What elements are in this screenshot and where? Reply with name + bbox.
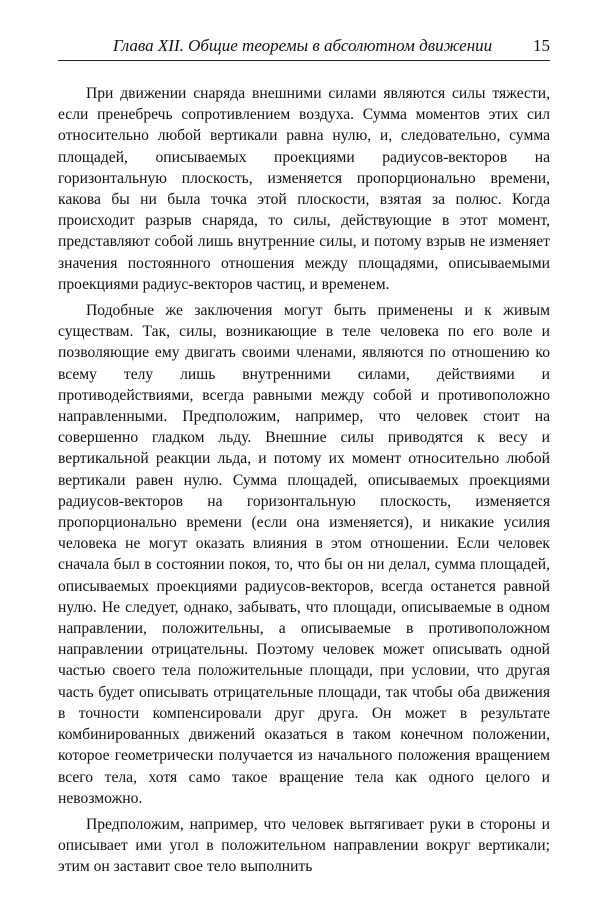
body-text: [58, 83, 550, 878]
running-head: [58, 36, 550, 61]
chapter-title: Глава XII. Общие теоремы в абсолютном движении: [113, 36, 493, 55]
paragraph-3: Предположим, например, что человек вытягивает руки в стороны и описывает ими угол в положительном направлении вокруг вертикали; этим он заставит свое тело выполнить: [58, 815, 550, 876]
paragraph-2: Подобные же заключения могут быть применены и к живым существам. Так, силы, возникающие в теле человека по его воле и позволяющие ему двигать своими членами, являются по отношению ко всему телу лишь внутренними силами, действиями и противодействиями, всегда равными между собой и противоположно направленными. Предположим, например, что человек стоит на совершенно гладком льду. Внешние силы приводятся к весу и вертикальной реакции льда, и потому их момент относительно любой вертикали равен нулю. Сумма площадей, описываемых проекциями радиусов-векторов на горизонтальную плоскость, изменяется пропорционально времени (если она изменяется), и никакие усилия человека не могут оказать влияния в этом отношении. Если человек сначала был в состоянии покоя, то, что бы он ни делал, сумма площадей, описываемых проекциями радиусов-векторов, всегда останется равной нулю. Не следует, однако, забывать, что площади, описываемые в одном направлении, положительны, а описываемые в противоположном направлении отрицательны. Поэтому человек может описывать одной частью своего тела положительные площади, при условии, что другая часть будет описывать отрицательные площади, так чтобы оба движения в точности компенсировали друг друга. Он может в результате комбинированных движений оказаться в таком конечном положении, которое геометрически получается из начального положения вращением всего тела, хотя само такое вращение тела как одного целого и невозможно.: [58, 302, 550, 807]
paragraph-1: При движении снаряда внешними силами являются силы тяжести, если пренебречь сопротивлением воздуха. Сумма моментов этих сил относительно любой вертикали равна нулю, и, следовательно, сумма площадей, описываемых проекциями радиусов-векторов на горизонтальную плоскость, изменяется пропорционально времени, какова бы ни была точка этой плоскости, взятая за полюс. Когда происходит разрыв снаряда, то силы, действующие в этот момент, представляют собой лишь внутренние силы, и потому взрыв не изменяет значения постоянного отношения между площадями, описываемыми проекциями радиус-векторов частиц, и временем.: [58, 85, 550, 293]
page-number: 15: [533, 36, 550, 55]
